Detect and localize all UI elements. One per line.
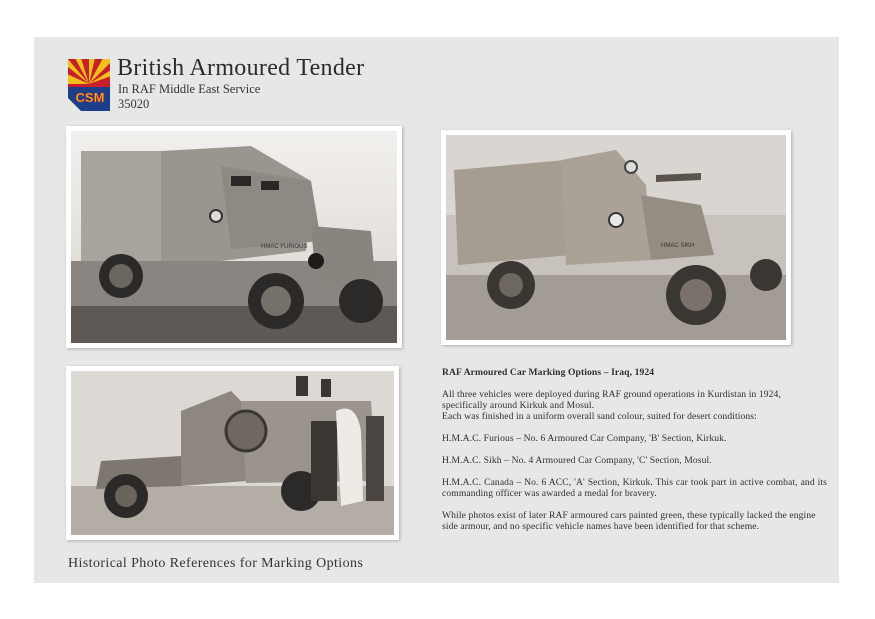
photo-crew-camel <box>66 366 399 540</box>
vehicle-marking-furious: HMAC FURIOUS <box>261 244 308 250</box>
photo-sikh <box>441 130 791 345</box>
page-subtitle: In RAF Middle East Service <box>118 82 261 96</box>
photo-caption: Historical Photo References for Marking Options <box>68 556 364 571</box>
csm-logo <box>67 58 111 112</box>
notes-intro-line2: Each was finished in a uniform overall sand colour, suited for desert conditions: <box>442 411 757 422</box>
marking-option-sikh: H.M.A.C. Sikh – No. 4 Armoured Car Company, 'C' Section, Mosul. <box>442 455 712 466</box>
notes-intro-line1: All three vehicles were deployed during RAF ground operations in Kurdistan in 1924, specifically around Kirkuk and Mosul. <box>442 389 781 411</box>
notes-footer: While photos exist of later RAF armoured cars painted green, these typically lacked the engine side armour, and no specific vehicle names have been identified for that scheme. <box>442 510 816 532</box>
marking-option-canada: H.M.A.C. Canada – No. 6 ACC, 'A' Section, Kirkuk. This car took part in active combat, and its commanding officer was awarded a medal for bravery. <box>442 477 827 499</box>
marking-notes <box>442 367 827 543</box>
photo-furious <box>66 126 402 348</box>
marking-option-furious: H.M.A.C. Furious – No. 6 Armoured Car Company, 'B' Section, Kirkuk. <box>442 433 727 444</box>
vehicle-marking-sikh: HMAC SIKH <box>661 243 695 249</box>
logo-text: CSM <box>75 90 105 105</box>
page-title: British Armoured Tender <box>117 55 365 81</box>
notes-heading: RAF Armoured Car Marking Options – Iraq, 1924 <box>442 367 655 378</box>
product-code: 35020 <box>118 97 150 111</box>
